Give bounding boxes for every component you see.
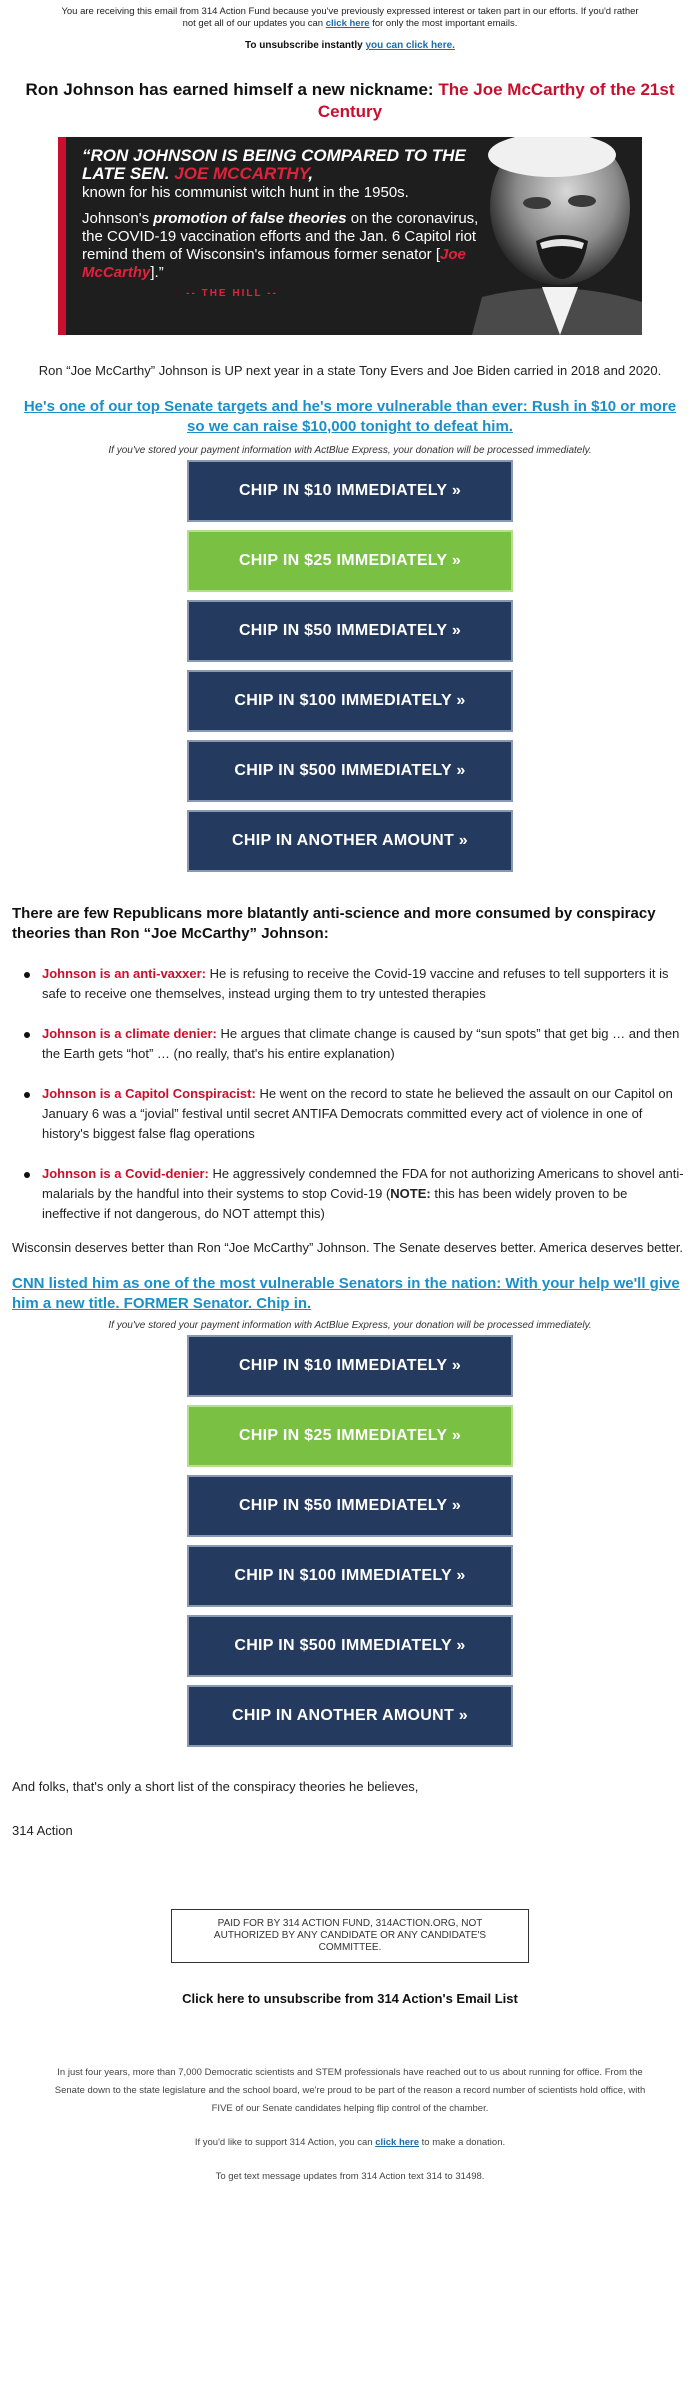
chip-in-50-button[interactable]: CHIP IN $50 IMMEDIATELY » [187, 1475, 513, 1537]
chip-in-other-button[interactable]: CHIP IN ANOTHER AMOUNT » [187, 1685, 513, 1747]
quote-line-3 [82, 210, 482, 282]
list-item-lead: Johnson is a climate denier: [42, 1026, 217, 1041]
quote-comma: , [308, 164, 314, 183]
unsubscribe-link[interactable]: Click here to unsubscribe from 314 Action's Email List [182, 1991, 518, 2006]
section-heading: There are few Republicans more blatantly anti-science and more consumed by conspiracy theories than Ron “Joe McCarthy” Johnson: [12, 905, 656, 942]
chip-in-500-button[interactable]: CHIP IN $500 IMMEDIATELY » [187, 740, 513, 802]
deserves-text: Wisconsin deserves better than Ron “Joe McCarthy” Johnson. The Senate deserves better. America deserves better. [12, 1240, 684, 1255]
chip-in-100-button[interactable]: CHIP IN $100 IMMEDIATELY » [187, 1545, 513, 1607]
quote-close: ].” [150, 264, 164, 281]
unsubscribe-top-link[interactable]: you can click here. [365, 40, 455, 51]
chip-in-other-button[interactable]: CHIP IN ANOTHER AMOUNT » [187, 810, 513, 872]
chip-in-50-button[interactable]: CHIP IN $50 IMMEDIATELY » [187, 600, 513, 662]
footer-support-text: If you'd like to support 314 Action, you can [194, 2137, 373, 2148]
footer-about: In just four years, more than 7,000 Democratic scientists and STEM professionals have reached out to us about running for office. From the Senate down to the state legislature and the school board, we're proud to be part of the reason a record number of scientists hold office, with FIVE of our Senate candidates helping flip control of the chamber. [54, 2067, 646, 2114]
intro-text: Ron “Joe McCarthy” Johnson is UP next year in a state Tony Evers and Joe Biden carried in 2018 and 2020. [38, 363, 662, 378]
quote-emphasis: promotion of false theories [153, 210, 347, 227]
donate-link-top[interactable]: He's one of our top Senate targets and he's more vulnerable than ever: Rush in $10 or more so we can raise $10,000 tonight to defeat him. [23, 398, 677, 435]
headline [20, 79, 680, 123]
footer-support [0, 2134, 700, 2152]
chip-in-500-button[interactable]: CHIP IN $500 IMMEDIATELY » [187, 1615, 513, 1677]
closing-text: And folks, that's only a short list of the conspiracy theories he believes, [12, 1779, 419, 1794]
list-item-lead: Johnson is an anti-vaxxer: [42, 966, 206, 981]
quote-line-3c: on the coronavirus, the COVID-19 vaccination efforts and the Jan. 6 Capitol riot remind them of Wisconsin's infamous former senator [ [82, 210, 479, 263]
list-item-tail: this has been widely proven to be ineffective if not dangerous, do NOT attempt this) [42, 1186, 628, 1221]
signature: 314 Action [12, 1823, 73, 1838]
list-item-text: He is refusing to receive the Covid-19 vaccine and refuses to tell supporters it is safe to receive one themselves, instead urging them to try untested therapies [42, 966, 669, 1001]
unsubscribe-top [0, 40, 700, 51]
list-item-note: NOTE: [390, 1186, 431, 1201]
donate-link-bottom[interactable]: CNN listed him as one of the most vulnerable Senators in the nation: With your help we'll give him a new title. FORMER Senator. Chip in. [12, 1275, 680, 1312]
quote-line-3a: Johnson's [82, 210, 150, 227]
preheader [0, 0, 700, 30]
hero-accent-bar [58, 137, 66, 335]
preheader-text: You are receiving this email from 314 Action Fund because you've previously expressed interest or taken part in our efforts. If you'd rather not get all of our updates you can [61, 6, 639, 29]
list-item [42, 1084, 684, 1144]
chip-in-10-button[interactable]: CHIP IN $10 IMMEDIATELY » [187, 1335, 513, 1397]
footer-support-tail: to make a donation. [421, 2137, 506, 2148]
donation-buttons-bottom [187, 1335, 513, 1747]
chip-in-100-button[interactable]: CHIP IN $100 IMMEDIATELY » [187, 670, 513, 732]
actblue-note-bottom: If you've stored your payment information with ActBlue Express, your donation will be processed immediately. [108, 1320, 592, 1331]
headline-part1: Ron Johnson has earned himself a new nickname: [25, 80, 434, 99]
footer-donate-link[interactable]: click here [375, 2137, 420, 2148]
list-item-text: He went on the record to state he believed the assault on our Capitol on January 6 was a “jovial” festival until secret ANTIFA Democrats committed every act of violence in one of history's biggest false flag operations [42, 1086, 673, 1141]
quote-line-2: known for his communist witch hunt in the 1950s. [82, 184, 409, 201]
conspiracy-list [0, 964, 700, 1224]
preheader-tail: for only the most important emails. [372, 18, 518, 29]
unsubscribe-prefix: To unsubscribe instantly [245, 40, 363, 51]
list-item-lead: Johnson is a Covid-denier: [42, 1166, 209, 1181]
footer-sms: To get text message updates from 314 Action text 314 to 31498. [215, 2171, 485, 2182]
list-item-lead: Johnson is a Capitol Conspiracist: [42, 1086, 256, 1101]
hero-image[interactable] [58, 137, 642, 335]
preheader-link[interactable]: click here [325, 18, 370, 29]
chip-in-25-button[interactable]: CHIP IN $25 IMMEDIATELY » [187, 530, 513, 592]
quote-name-2: Joe McCarthy [82, 246, 466, 281]
donation-buttons-top [187, 460, 513, 872]
list-item-text: He argues that climate change is caused by “sun spots” that get big … and then the Earth gets “hot” … (no really, that's his entire explanation) [42, 1026, 680, 1061]
chip-in-25-button[interactable]: CHIP IN $25 IMMEDIATELY » [187, 1405, 513, 1467]
list-item-text: He aggressively condemned the FDA for not authorizing Americans to shovel anti-malarials by the handful into their systems to stop Covid-19 ( [42, 1166, 684, 1201]
actblue-note-top: If you've stored your payment information with ActBlue Express, your donation will be processed immediately. [108, 445, 592, 456]
headline-nickname: The Joe McCarthy of the 21st Century [317, 80, 675, 121]
chip-in-10-button[interactable]: CHIP IN $10 IMMEDIATELY » [187, 460, 513, 522]
quote-source: -- THE HILL -- [186, 288, 278, 299]
quote-line-1 [82, 147, 482, 183]
hero-quote [82, 147, 482, 299]
paid-for-disclaimer: PAID FOR BY 314 ACTION FUND, 314ACTION.ORG, NOT AUTHORIZED BY ANY CANDIDATE OR ANY CANDIDATE'S COMMITTEE. [171, 1909, 529, 1963]
quote-name-1: JOE MCCARTHY [174, 164, 309, 183]
list-item [42, 964, 684, 1004]
list-item [42, 1024, 684, 1064]
list-item [42, 1164, 684, 1224]
quote-line-1a: “RON JOHNSON IS BEING COMPARED TO THE LATE SEN. [82, 146, 466, 183]
